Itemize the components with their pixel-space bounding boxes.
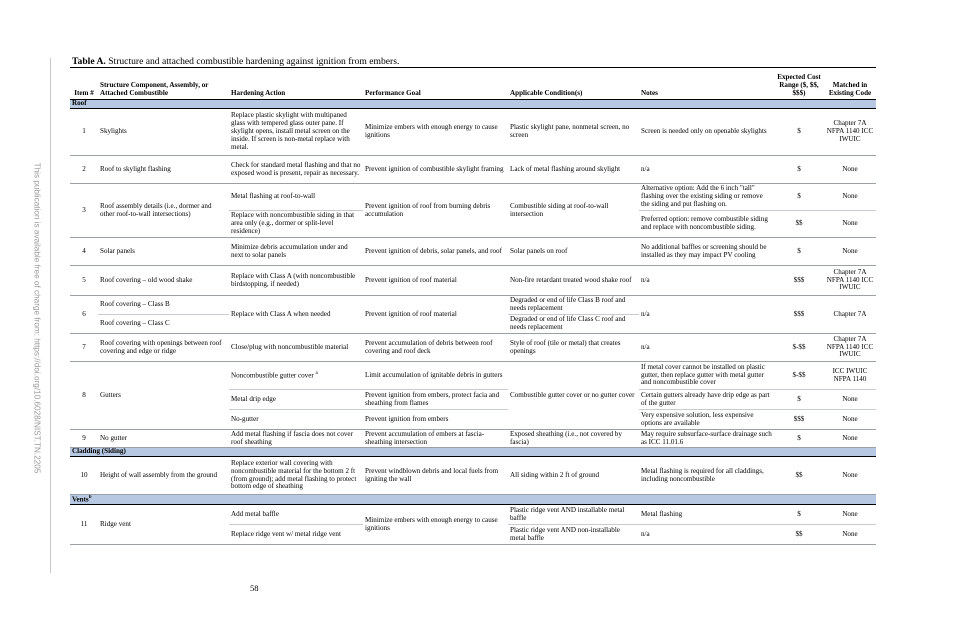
section-label: [70, 495, 876, 505]
condition-cell: Combustible gutter cover or no gutter cover: [508, 362, 639, 430]
component-cell: Roof covering – Class B: [98, 296, 229, 315]
table-caption: Structure and attached combustible hardening against ignition from embers.: [108, 56, 400, 67]
header-goal: Performance Goal: [363, 68, 508, 100]
goal-cell: Limit accumulation of ignitable debris in gutters: [363, 362, 508, 390]
header-component: Structure Component, Assembly, or Attached Combustible: [98, 68, 229, 100]
component-cell: No gutter: [98, 430, 229, 448]
condition-cell: Exposed sheathing (i.e., not covered by fascia): [508, 430, 639, 448]
item-number: 11: [70, 505, 98, 545]
condition-cell: Non-fire retardant treated wood shake roof: [508, 266, 639, 296]
table-title: [72, 56, 399, 67]
table-row: [70, 457, 876, 495]
code-cell: None: [824, 410, 876, 430]
item-number: 8: [70, 362, 98, 430]
item-number: 2: [70, 156, 98, 184]
cost-cell: $: [774, 184, 824, 211]
item-number: 10: [70, 457, 98, 495]
cost-cell: $-$$: [774, 362, 824, 390]
cost-cell: $: [774, 505, 824, 525]
code-cell: Chapter 7A NFPA 1140 ICC IWUIC: [824, 334, 876, 362]
item-number: 6: [70, 296, 98, 334]
goal-cell: Prevent ignition of debris, solar panels, and roof: [363, 238, 508, 266]
notes-cell: Certain gutters already have drip edge as part of the gutter: [639, 390, 774, 410]
notes-cell: Metal flashing: [639, 505, 774, 525]
condition-cell: All siding within 2 ft of ground: [508, 457, 639, 495]
notes-cell: If metal cover cannot be installed on plastic gutter, then replace gutter with metal gutter and noncombustible cover: [639, 362, 774, 390]
section-text: Vents: [72, 495, 89, 504]
code-cell: None: [824, 184, 876, 211]
notes-cell: Screen is needed only on openable skylights: [639, 109, 774, 156]
action-cell: Add metal baffle: [229, 505, 363, 525]
table-row: [70, 430, 876, 448]
action-cell: Check for standard metal flashing and that no exposed wood is present, repair as necessary.: [229, 156, 363, 184]
component-cell: Solar panels: [98, 238, 229, 266]
section-vents: [70, 495, 876, 505]
cost-cell: $: [774, 109, 824, 156]
component-cell: Roof assembly details (i.e., dormer and other roof-to-wall intersections): [98, 184, 229, 238]
action-cell: Replace with noncombustible siding in that area only (e.g., dormer or split-level residence): [229, 211, 363, 238]
cost-cell: $$$: [774, 410, 824, 430]
code-cell: None: [824, 430, 876, 448]
condition-cell: Combustible siding at roof-to-wall intersection: [508, 184, 639, 238]
code-cell: None: [824, 457, 876, 495]
cost-cell: $$$: [774, 266, 824, 296]
action-cell: Replace ridge vent w/ metal ridge vent: [229, 525, 363, 545]
footnote-marker: a: [315, 370, 318, 376]
goal-cell: Prevent ignition from embers: [363, 410, 508, 430]
cost-cell: $$: [774, 211, 824, 238]
component-cell: Roof covering – Class C: [98, 315, 229, 334]
notes-cell: Metal flashing is required for all claddings, including noncombustible: [639, 457, 774, 495]
action-cell: Minimize debris accumulation under and next to solar panels: [229, 238, 363, 266]
condition-cell: Plastic skylight pane, nonmetal screen, no screen: [508, 109, 639, 156]
component-cell: Roof covering – old wood shake: [98, 266, 229, 296]
table-row: [70, 505, 876, 525]
code-cell: None: [824, 505, 876, 525]
cost-cell: $: [774, 430, 824, 448]
footnote-marker: b: [88, 495, 92, 500]
condition-cell: Plastic ridge vent AND installable metal baffle: [508, 505, 639, 525]
header-notes: Notes: [639, 68, 774, 100]
header-condition: Applicable Condition(s): [508, 68, 639, 100]
header-action: Hardening Action: [229, 68, 363, 100]
action-text: Noncombustible gutter cover: [231, 371, 314, 380]
condition-cell: Solar panels on roof: [508, 238, 639, 266]
component-cell: Roof to skylight flashing: [98, 156, 229, 184]
table-row: [70, 156, 876, 184]
section-roof: [70, 100, 876, 109]
header-item: Item #: [70, 68, 98, 100]
table-row: [70, 334, 876, 362]
item-number: 7: [70, 334, 98, 362]
section-cladding: [70, 448, 876, 457]
code-cell: ICC IWUIC NFPA 1140: [824, 362, 876, 390]
table-row: [70, 109, 876, 156]
table-row: [70, 238, 876, 266]
cost-cell: $$: [774, 457, 824, 495]
notes-cell: n/a: [639, 266, 774, 296]
table-row: [70, 296, 876, 315]
availability-note: This publication is available free of charge from: https://doi.org/10.6028/NIST.TN.2205: [32, 162, 42, 474]
action-cell: Add metal flashing if fascia does not cover roof sheathing: [229, 430, 363, 448]
table-row: [70, 266, 876, 296]
code-cell: Chapter 7A: [824, 296, 876, 334]
notes-cell: n/a: [639, 156, 774, 184]
action-cell: Replace with Class A (with noncombustible birdstopping, if needed): [229, 266, 363, 296]
notes-cell: May require subsurface-surface drainage such as ICC 11.01.6: [639, 430, 774, 448]
component-cell: Height of wall assembly from the ground: [98, 457, 229, 495]
goal-cell: Prevent windblown debris and local fuels from igniting the wall: [363, 457, 508, 495]
condition-cell: Degraded or end of life Class B roof and needs replacement: [508, 296, 639, 315]
section-label: Cladding (Siding): [70, 448, 876, 457]
notes-cell: n/a: [639, 296, 774, 334]
cost-cell: $-$$: [774, 334, 824, 362]
goal-cell: Minimize embers with enough energy to cause ignitions: [363, 109, 508, 156]
item-number: 5: [70, 266, 98, 296]
notes-cell: Preferred option: remove combustible siding and replace with noncombustible siding.: [639, 211, 774, 238]
action-cell: Replace plastic skylight with multipaned glass with tempered glass outer pane. If skylight opens, install metal screen on the inside. If screen is non-metal replace with metal.: [229, 109, 363, 156]
cost-cell: $: [774, 390, 824, 410]
code-cell: None: [824, 390, 876, 410]
action-cell: No-gutter: [229, 410, 363, 430]
table-row: [70, 362, 876, 390]
code-cell: Chapter 7A NFPA 1140 ICC IWUIC: [824, 266, 876, 296]
notes-cell: Alternative option: Add the 6 inch "tall" flashing over the existing siding or remove the siding and put flashing on.: [639, 184, 774, 211]
goal-cell: Prevent ignition of roof material: [363, 296, 508, 334]
code-cell: None: [824, 525, 876, 545]
action-cell: [229, 362, 363, 390]
code-cell: None: [824, 238, 876, 266]
goal-cell: Prevent ignition of roof from burning debris accumulation: [363, 184, 508, 238]
condition-cell: Plastic ridge vent AND non-installable metal baffle: [508, 525, 639, 545]
condition-cell: Lack of metal flashing around skylight: [508, 156, 639, 184]
component-cell: Roof covering with openings between roof covering and edge or ridge: [98, 334, 229, 362]
notes-cell: n/a: [639, 334, 774, 362]
header-row: [70, 68, 876, 100]
table-row: [70, 184, 876, 211]
header-code: Matched in Existing Code: [824, 68, 876, 100]
item-number: 3: [70, 184, 98, 238]
action-cell: Metal drip edge: [229, 390, 363, 410]
goal-cell: Prevent ignition of combustible skylight framing: [363, 156, 508, 184]
cost-cell: $: [774, 156, 824, 184]
action-cell: Replace with Class A when needed: [229, 296, 363, 334]
code-cell: None: [824, 156, 876, 184]
hardening-table: [70, 67, 876, 545]
code-cell: Chapter 7A NFPA 1140 ICC IWUIC: [824, 109, 876, 156]
goal-cell: Prevent accumulation of debris between roof covering and roof deck: [363, 334, 508, 362]
goal-cell: Prevent ignition from embers, protect facia and sheathing from flames: [363, 390, 508, 410]
cost-cell: $$: [774, 525, 824, 545]
goal-cell: Prevent ignition of roof material: [363, 266, 508, 296]
notes-cell: n/a: [639, 525, 774, 545]
cost-cell: $: [774, 238, 824, 266]
item-number: 1: [70, 109, 98, 156]
page-number: 58: [250, 583, 259, 593]
item-number: 4: [70, 238, 98, 266]
action-cell: Replace exterior wall covering with noncombustible material for the bottom 2 ft (from ground); add metal flashing to protect bottom edge of sheathing: [229, 457, 363, 495]
margin-rule: [50, 58, 51, 573]
code-cell: None: [824, 211, 876, 238]
component-cell: Ridge vent: [98, 505, 229, 545]
goal-cell: Minimize embers with enough energy to cause ignitions: [363, 505, 508, 545]
action-cell: Metal flashing at roof-to-wall: [229, 184, 363, 211]
section-label: Roof: [70, 100, 876, 109]
notes-cell: No additional baffles or screening should be installed as they may impact PV cooling: [639, 238, 774, 266]
component-cell: Skylights: [98, 109, 229, 156]
condition-cell: Style of roof (tile or metal) that creates openings: [508, 334, 639, 362]
header-cost: Expected Cost Range ($, $$, $$$): [774, 68, 824, 100]
condition-cell: Degraded or end of life Class C roof and needs replacement: [508, 315, 639, 334]
component-cell: Gutters: [98, 362, 229, 430]
notes-cell: Very expensive solution, less expensive options are available: [639, 410, 774, 430]
table-label: Table A.: [72, 56, 106, 67]
cost-cell: $$$: [774, 296, 824, 334]
action-cell: Close/plug with noncombustible material: [229, 334, 363, 362]
goal-cell: Prevent accumulation of embers at fascia-sheathing intersection: [363, 430, 508, 448]
item-number: 9: [70, 430, 98, 448]
